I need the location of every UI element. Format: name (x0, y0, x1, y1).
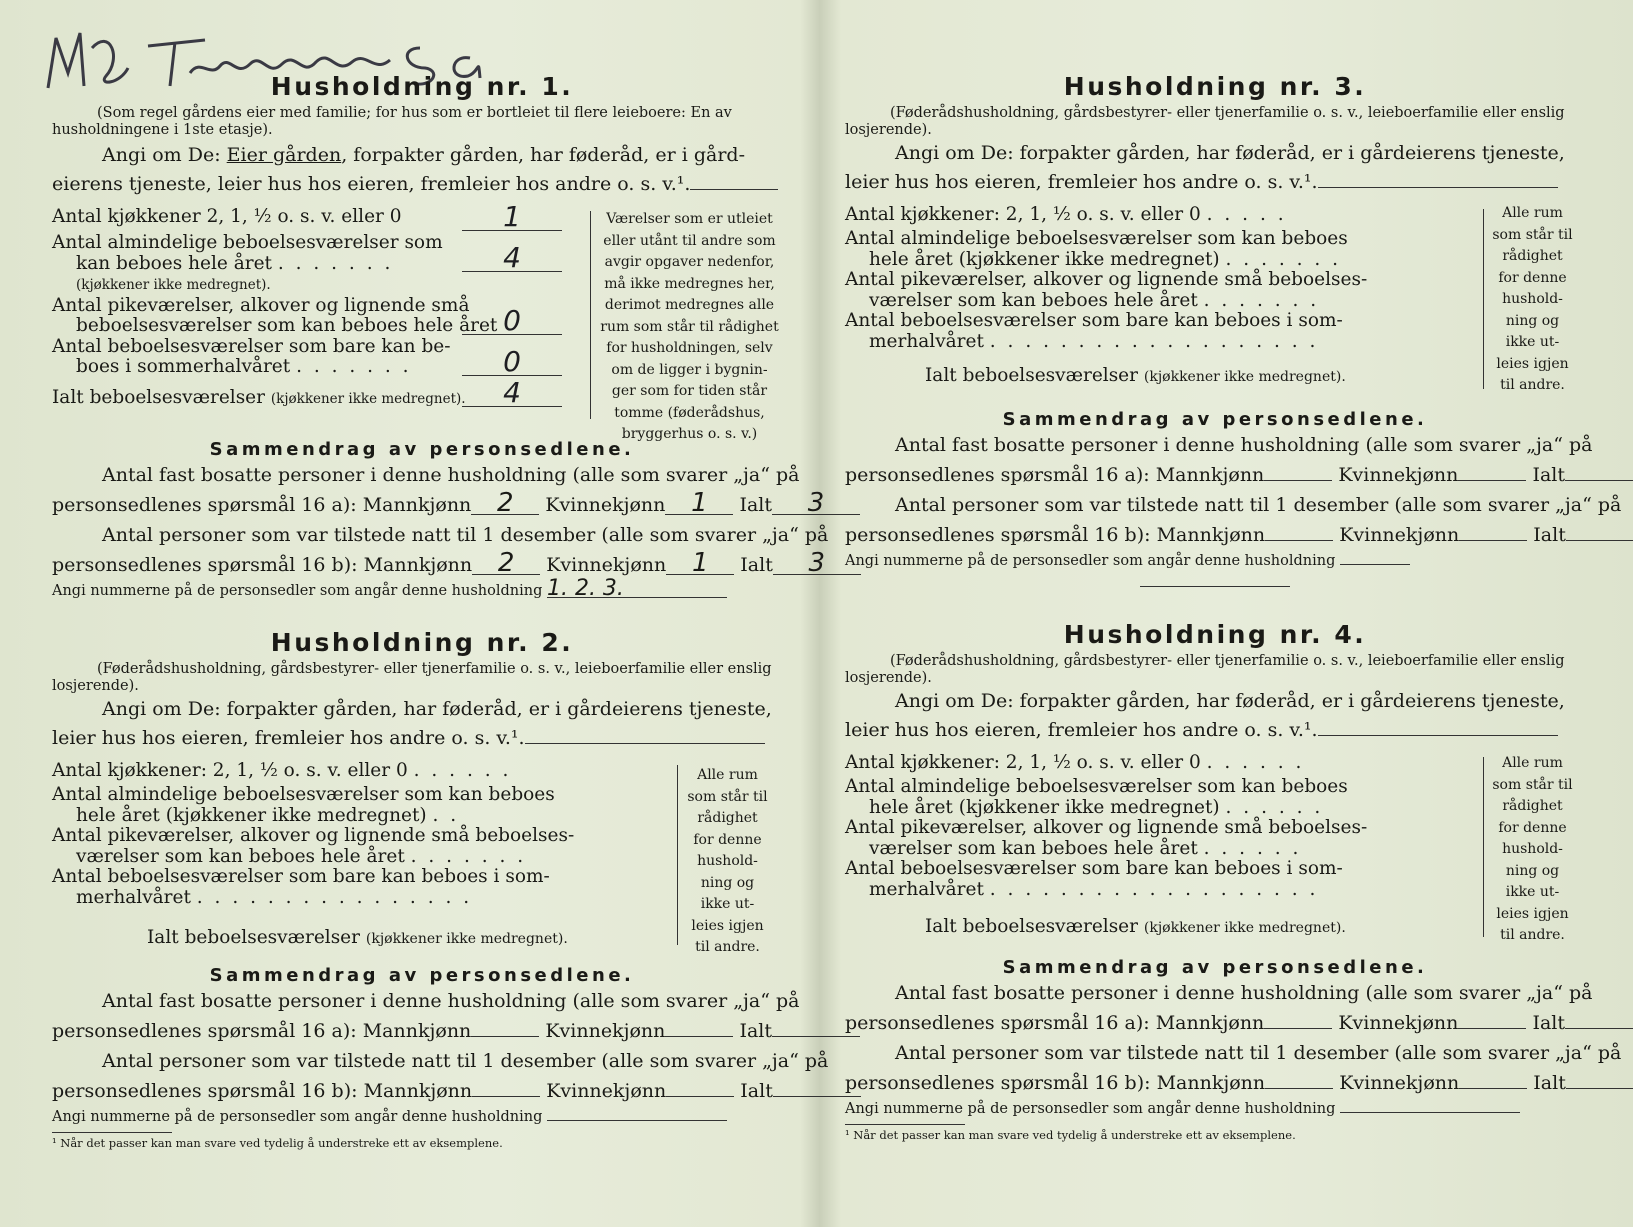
h2-s2a: Antal personer som var tilstede natt til 1 desember (alle som svarer „ja“ på (102, 1050, 829, 1072)
h4-s1b: personsedlenes spørsmål 16 a): Mannkjønn Kvinnekjønn Ialt (845, 1008, 1585, 1038)
h4-s2b: personsedlenes spørsmål 16 b): Mannkjønn Kvinnekjønn Ialt (845, 1068, 1585, 1098)
h1-a-female[interactable]: 1 (665, 494, 733, 515)
h2-brace-line (677, 765, 678, 945)
h1-row-ordinary-2: kan beboes hele året . . . . . . . 4 (52, 254, 562, 275)
h4-row-summer-2: merhalvåret . . . . . . . . . . . . . . . . . . . (869, 878, 1319, 900)
household-4 (845, 620, 1622, 1142)
h2-row-ordinary-2: hele året (kjøkkener ikke medregnet) . . (76, 804, 460, 826)
household-4-note: (Føderådshusholdning, gårdsbestyrer- eller tjenerfamilie o. s. v., leieboerfamilie eller enslig losjerende). (845, 653, 1565, 686)
h1-b-total[interactable]: 3 (773, 554, 861, 575)
h1-s2a: Antal personer som var tilstede natt til 1 desember (alle som svarer „ja“ på (102, 524, 829, 546)
h1-b-male[interactable]: 2 (472, 554, 540, 575)
household-1 (52, 72, 829, 602)
h4-numbers-line: Angi nummerne på de personsedler som angår denne husholdning (845, 1098, 1585, 1120)
h4-a-male[interactable] (1264, 1008, 1332, 1029)
h2-row-summer: Antal beboelsesværelser som bare kan beboes i som- (52, 866, 550, 887)
h4-row-maid-2: værelser som kan beboes hele året . . . . . . (869, 837, 1302, 859)
h1-row-maid: Antal pikeværelser, alkover og lignende små (52, 294, 470, 316)
h3-a-male[interactable] (1264, 460, 1332, 481)
h4-footnote: ¹ Når det passer kan man svare ved tydelig å understreke ett av eksemplene. (845, 1124, 965, 1142)
h2-a-male[interactable] (471, 1016, 539, 1037)
household-4-rooms-table (845, 753, 1585, 943)
h2-row-kitchens: Antal kjøkkener: 2, 1, ½ o. s. v. eller 0 . . . . . . (52, 760, 512, 781)
household-2-note: (Føderådshusholdning, gårdsbestyrer- eller tjenerfamilie o. s. v., leieboerfamilie eller enslig losjerende). (52, 661, 772, 694)
h2-row-ordinary: Antal almindelige beboelsesværelser som kan beboes (52, 784, 555, 805)
h4-row-maid: Antal pikeværelser, alkover og lignende små beboelses- (845, 817, 1368, 838)
h2-numbers-line: Angi nummerne på de personsedler som angår denne husholdning (52, 1106, 792, 1128)
h1-row-maid-2: beboelsesværelser som kan beboes hele året 0 (52, 316, 562, 337)
household-4-angi-line-1: Angi om De: forpakter gården, har føderåd, er i gårdeierens tjeneste, (895, 690, 1565, 712)
h3-row-kitchens: Antal kjøkkener: 2, 1, ½ o. s. v. eller 0 . . . . . (845, 204, 1287, 225)
h3-a-total[interactable] (1565, 460, 1633, 481)
h1-s1a: Antal fast bosatte personer i denne husholdning (alle som svarer „ja“ på (102, 464, 800, 486)
h3-s2b: personsedlenes spørsmål 16 b): Mannkjønn Kvinnekjønn Ialt (845, 520, 1585, 550)
h1-kitchens-value[interactable]: 1 (462, 204, 562, 231)
h1-total-value[interactable]: 4 (462, 380, 562, 407)
h2-footnote: ¹ Når det passer kan man svare ved tydelig å understreke ett av eksemplene. (52, 1132, 172, 1150)
h3-row-maid: Antal pikeværelser, alkover og lignende små beboelses- (845, 269, 1368, 290)
household-2-rooms-table (52, 760, 792, 955)
h4-row-ordinary-2: hele året (kjøkkener ikke medregnet) . . . . . . (869, 796, 1324, 818)
h1-row-kitchens: Antal kjøkkener 2, 1, ½ o. s. v. eller 0 1 (52, 207, 562, 233)
h2-summary-title: Sammendrag av personsedlene. (209, 965, 635, 986)
h2-s1b: personsedlenes spørsmål 16 a): Mannkjønn Kvinnekjønn Ialt (52, 1016, 792, 1046)
h1-b-female[interactable]: 1 (666, 554, 734, 575)
h1-maid-value[interactable]: 0 (462, 308, 562, 335)
h1-numbers-line: Angi nummerne på de personsedler som angår denne husholdning 1. 2. 3. (52, 580, 792, 602)
h2-row-total: Ialt beboelsesværelser (kjøkkener ikke medregnet). (147, 927, 568, 948)
eier-garden-underlined: Eier gården (226, 144, 342, 166)
h4-b-female[interactable] (1459, 1068, 1527, 1089)
h2-brace-note: Alle rum som står til rådighet for denne hushold- ning og ikke ut- leies igjen til andre. (687, 767, 768, 955)
household-4-title: Husholdning nr. 4. (1063, 620, 1367, 649)
h3-s2a: Antal personer som var tilstede natt til 1 desember (alle som svarer „ja“ på (895, 494, 1622, 516)
h3-brace-line (1483, 209, 1484, 389)
h2-b-male[interactable] (472, 1076, 540, 1097)
h3-b-female[interactable] (1459, 520, 1527, 541)
h3-b-male[interactable] (1265, 520, 1333, 541)
h1-summary-title: Sammendrag av personsedlene. (209, 439, 635, 460)
h1-row-ordinary: Antal almindelige beboelsesværelser som (52, 232, 443, 253)
h4-s2a: Antal personer som var tilstede natt til 1 desember (alle som svarer „ja“ på (895, 1042, 1622, 1064)
h1-s2b: personsedlenes spørsmål 16 b): Mannkjønn 2 Kvinnekjønn 1 Ialt 3 (52, 550, 792, 580)
h2-row-maid: Antal pikeværelser, alkover og lignende små beboelses- (52, 825, 575, 846)
h4-summary-title: Sammendrag av personsedlene. (1002, 957, 1428, 978)
household-4-angi-line-2: leier hus hos eieren, fremleier hos andre o. s. v.¹. (845, 716, 1585, 745)
household-2-angi-line-2: leier hus hos eieren, fremleier hos andre o. s. v.¹. (52, 724, 792, 753)
household-3-angi-line-1: Angi om De: forpakter gården, har føderåd, er i gårdeierens tjeneste, (895, 142, 1565, 164)
h3-s1b: personsedlenes spørsmål 16 a): Mannkjønn Kvinnekjønn Ialt (845, 460, 1585, 490)
h1-summer-value[interactable]: 0 (462, 349, 562, 376)
household-3-rooms-table (845, 205, 1585, 395)
h3-row-ordinary: Antal almindelige beboelsesværelser som kan beboes (845, 228, 1348, 249)
household-1-note: (Som regel gårdens eier med familie; for hus som er bortleiet til flere leieboere: En av husholdningene i 1ste etasje). (52, 105, 732, 138)
h2-numbers-value[interactable] (547, 1120, 727, 1121)
h3-row-total: Ialt beboelsesværelser (kjøkkener ikke medregnet). (925, 365, 1346, 386)
h1-a-male[interactable]: 2 (471, 494, 539, 515)
h2-row-maid-2: værelser som kan beboes hele året . . . . . . . (76, 845, 527, 867)
household-1-rooms-table (52, 200, 792, 442)
h4-a-total[interactable] (1565, 1008, 1633, 1029)
right-page (845, 0, 1622, 1227)
household-1-angi-line-1: Angi om De: Eier gården, forpakter gården, har føderåd, er i gård- (102, 144, 745, 166)
h2-a-female[interactable] (665, 1016, 733, 1037)
h3-s1a: Antal fast bosatte personer i denne husholdning (alle som svarer „ja“ på (895, 434, 1593, 456)
h4-row-ordinary: Antal almindelige beboelsesværelser som kan beboes (845, 776, 1348, 797)
h4-row-total: Ialt beboelsesværelser (kjøkkener ikke medregnet). (925, 916, 1346, 937)
h4-brace-note: Alle rum som står til rådighet for denne hushold- ning og ikke ut- leies igjen til andre. (1492, 755, 1573, 943)
h4-b-total[interactable] (1566, 1068, 1633, 1089)
h4-s1a: Antal fast bosatte personer i denne husholdning (alle som svarer „ja“ på (895, 982, 1593, 1004)
household-1-angi-line-2: eierens tjeneste, leier hus hos eieren, fremleier hos andre o. s. v.¹. (52, 170, 792, 199)
h3-numbers-line: Angi nummerne på de personsedler som angår denne husholdning (845, 550, 1585, 572)
left-page (52, 0, 829, 1227)
h3-row-ordinary-2: hele året (kjøkkener ikke medregnet) . . . . . . . (869, 248, 1341, 270)
h3-row-summer-2: merhalvåret . . . . . . . . . . . . . . . . . . . (869, 330, 1319, 352)
h3-separator (1140, 586, 1290, 587)
household-2 (52, 628, 829, 1150)
h3-row-summer: Antal beboelsesværelser som bare kan beboes i som- (845, 310, 1343, 331)
h1-brace-note: Værelser som er utleiet eller utånt til andre som avgir opgaver nedenfor, må ikke medregnes her, derimot medregnes alle rum som står til rådighet for husholdningen, selv om de ligger i bygnin- ger som for tiden står tomme (føderådshus, bryggerhus o. s. v.) (600, 211, 779, 442)
h3-summary-title: Sammendrag av personsedlene. (1002, 409, 1428, 430)
h1-row-ordinary-3: (kjøkkener ikke medregnet). (76, 277, 271, 293)
household-1-title: Husholdning nr. 1. (270, 72, 574, 101)
household-2-title: Husholdning nr. 2. (270, 628, 574, 657)
h1-a-total[interactable]: 3 (772, 494, 860, 515)
h1-row-total: Ialt beboelsesværelser (kjøkkener ikke medregnet). 4 (52, 388, 562, 410)
h2-b-female[interactable] (666, 1076, 734, 1097)
h3-b-total[interactable] (1566, 520, 1633, 541)
household-3-note: (Føderådshusholdning, gårdsbestyrer- eller tjenerfamilie o. s. v., leieboerfamilie eller enslig losjerende). (845, 105, 1565, 138)
h1-s1b: personsedlenes spørsmål 16 a): Mannkjønn 2 Kvinnekjønn 1 Ialt 3 (52, 490, 792, 520)
h3-numbers-value[interactable] (1340, 564, 1410, 565)
h3-brace-note: Alle rum som står til rådighet for denne hushold- ning og ikke ut- leies igjen til andre. (1492, 205, 1573, 393)
household-2-angi-line-1: Angi om De: forpakter gården, har føderåd, er i gårdeierens tjeneste, (102, 698, 772, 720)
h1-row-summer: Antal beboelsesværelser som bare kan be- (52, 335, 451, 357)
household-3-angi-line-2: leier hus hos eieren, fremleier hos andre o. s. v.¹. (845, 168, 1585, 197)
h4-numbers-value[interactable] (1340, 1112, 1520, 1113)
household-3 (845, 72, 1622, 587)
h4-row-summer: Antal beboelsesværelser som bare kan beboes i som- (845, 858, 1343, 879)
h4-a-female[interactable] (1458, 1008, 1526, 1029)
household-3-title: Husholdning nr. 3. (1063, 72, 1367, 101)
h4-brace-line (1483, 757, 1484, 937)
h2-s2b: personsedlenes spørsmål 16 b): Mannkjønn Kvinnekjønn Ialt (52, 1076, 792, 1106)
h3-row-maid-2: værelser som kan beboes hele året . . . . . . . (869, 289, 1320, 311)
h1-ordinary-value[interactable]: 4 (462, 245, 562, 272)
h2-row-summer-2: merhalvåret . . . . . . . . . . . . . . . . (76, 886, 473, 908)
h3-a-female[interactable] (1458, 460, 1526, 481)
h2-s1a: Antal fast bosatte personer i denne husholdning (alle som svarer „ja“ på (102, 990, 800, 1012)
h1-numbers-value[interactable]: 1. 2. 3. (547, 581, 727, 598)
h4-b-male[interactable] (1265, 1068, 1333, 1089)
h4-row-kitchens: Antal kjøkkener: 2, 1, ½ o. s. v. eller 0 . . . . . . (845, 752, 1305, 773)
h1-row-summer-2: boes i sommerhalvåret . . . . . . . 0 (52, 357, 562, 378)
